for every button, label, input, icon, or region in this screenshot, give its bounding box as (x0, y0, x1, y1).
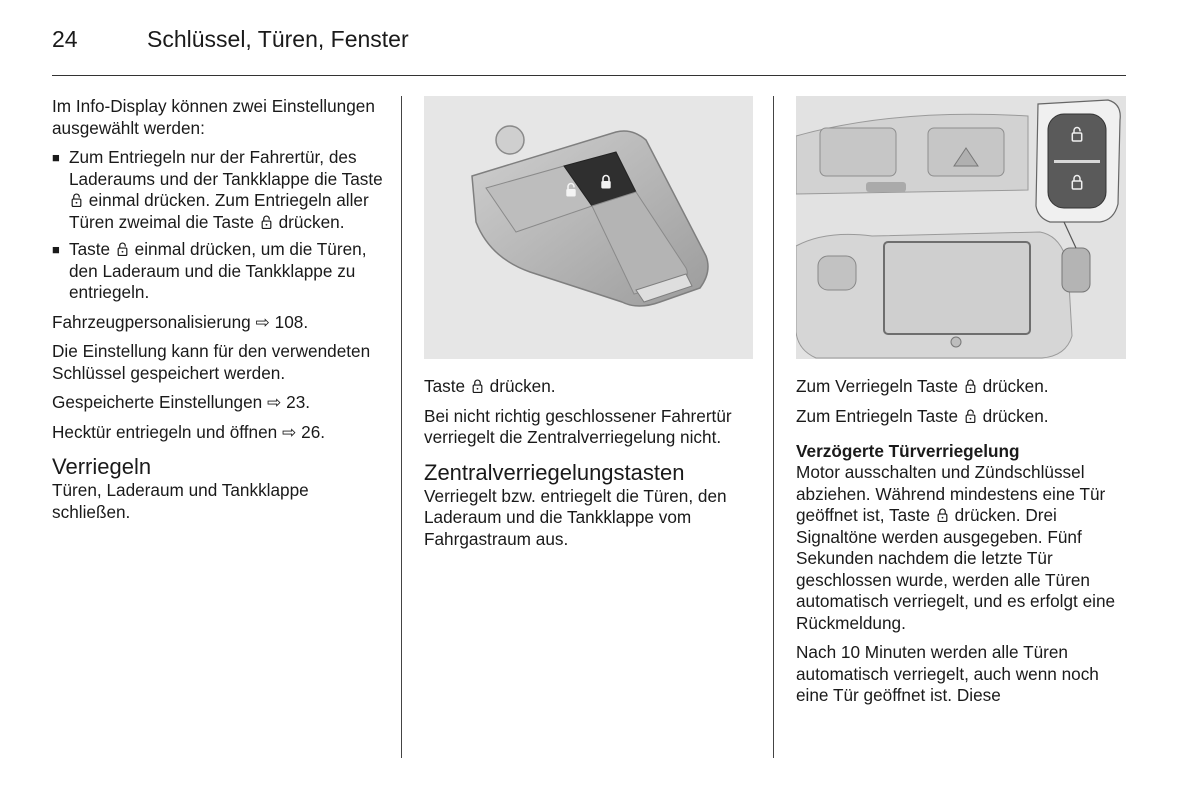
body-text: Türen, Laderaum und Tankklappe schließen. (52, 480, 309, 522)
bullet-square-icon: ■ (52, 150, 60, 165)
unlock-icon (965, 408, 976, 424)
key-fob-illustration (424, 96, 753, 359)
body-text: Die Einstellung kann für den verwendeten Schlüssel gespeichert werden. (52, 341, 371, 383)
instruction-lock (796, 376, 1130, 398)
body-text (796, 462, 1130, 634)
body-text-part: drücken. Drei Signaltöne werden ausgegeben. Fünf Sekunden nachdem die letzte Tür geschlossen wurde, werden alle Türen automatisch verriegelt, und es erfolgt eine Rückmeldung. (796, 505, 1116, 633)
body-text: Bei nicht richtig geschlossener Fahrertür verriegelt die Zentralverriegelung nicht. (424, 405, 732, 447)
lock-icon (965, 378, 976, 394)
instruction-text: drücken. (982, 376, 1049, 396)
unlock-icon (261, 214, 272, 230)
bullet-text: drücken. (278, 211, 345, 232)
intro-text: Im Info-Display können zwei Einstellungen ausgewählt werden: (52, 96, 375, 138)
lock-icon (472, 378, 483, 394)
bullet-text: Zum Entriegeln nur der Fahrertür, des Laderaums und der Tankklappe die Taste (69, 147, 383, 189)
section-heading-verriegeln: Verriegeln (52, 454, 152, 479)
instruction-text: drücken. (982, 405, 1049, 426)
caption-text: drücken. (489, 376, 556, 396)
body-text-part: Motor ausschalten und Zündschlüssel abziehen. Während mindestens eine Tür geöffnet ist, Taste (796, 462, 1106, 525)
bullet-text: Taste (69, 239, 111, 259)
column-1 (52, 96, 384, 531)
cross-reference[interactable]: Fahrzeugpersonalisierung ⇨ 108. (52, 311, 309, 332)
instruction-text: Zum Verriegeln Taste (796, 376, 959, 396)
column-divider (773, 96, 774, 758)
column-3 (796, 376, 1130, 715)
chapter-title: Schlüssel, Türen, Fenster (147, 26, 409, 52)
column-2 (424, 376, 754, 558)
instruction-unlock (796, 406, 1130, 428)
bullet-text: einmal drücken, um die Türen, den Laderaum und die Tankklappe zu entriegeln. (69, 239, 367, 302)
body-text: Nach 10 Minuten werden alle Türen automatisch verriegelt, auch wenn noch eine Tür geöffnet ist. Diese (796, 642, 1099, 705)
cross-reference[interactable]: Hecktür entriegeln und öffnen ⇨ 26. (52, 421, 326, 442)
column-divider (401, 96, 402, 758)
cross-reference[interactable]: Gespeicherte Einstellungen ⇨ 23. (52, 392, 311, 412)
subheading-verzoegerte-tuerverriegelung: Verzögerte Türverriegelung (796, 441, 1020, 461)
dashboard-lock-buttons-illustration (796, 96, 1126, 359)
bullet-square-icon: ■ (52, 242, 60, 257)
header-rule (52, 75, 1126, 76)
lock-icon (937, 507, 948, 523)
figure-caption (424, 376, 754, 398)
bullet-item (52, 147, 384, 233)
unlock-icon (71, 192, 82, 208)
caption-text: Taste (424, 376, 466, 396)
unlock-icon (117, 241, 128, 257)
bullet-list (52, 147, 384, 304)
bullet-text: einmal drücken. Zum Entriegeln aller Türen zweimal die Taste (69, 190, 369, 232)
bullet-item (52, 239, 384, 304)
instruction-text: Zum Entriegeln Taste (796, 405, 959, 426)
page-number: 24 (52, 26, 78, 52)
section-heading-zentralverriegelungstasten: Zentralverriegelungstasten (424, 459, 685, 485)
body-text: Verriegelt bzw. entriegelt die Türen, den Laderaum und die Tankklappe vom Fahrgastraum aus. (424, 485, 727, 549)
